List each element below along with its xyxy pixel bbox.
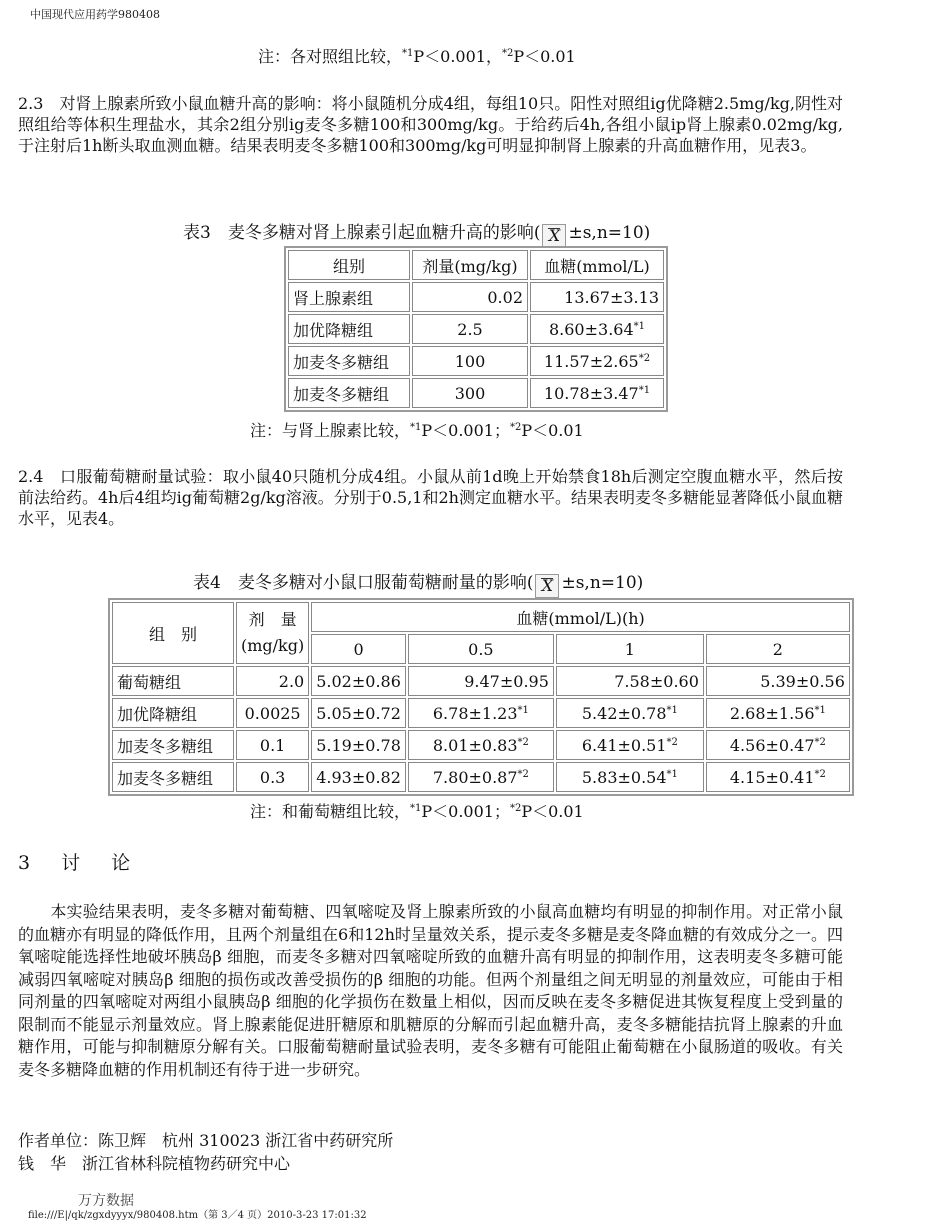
journal-header: 中国现代应用药学980408 — [30, 8, 160, 21]
xbar-symbol: X — [542, 224, 566, 248]
table4-cell — [408, 666, 554, 696]
author-line-2: 钱 华 浙江省林科院植物药研究中心 — [18, 1154, 291, 1173]
table4-cell-dose: 0.0025 — [236, 698, 309, 728]
glucose-value: 7.58±0.60 — [614, 671, 699, 691]
table4-cell — [706, 666, 850, 696]
table3-cell-group: 加优降糖组 — [288, 314, 410, 344]
note-top-p2-text: P＜0.01 — [513, 47, 576, 66]
table4-cell-dose: 2.0 — [236, 666, 309, 696]
table4-cell — [408, 762, 554, 792]
glucose-value: 4.15±0.41 — [729, 767, 815, 787]
significance-mark: *2 — [517, 736, 529, 748]
significance-mark: *2 — [666, 736, 678, 748]
table3-note-p1-text: P＜0.001； — [421, 421, 510, 440]
table3-cell-dose: 300 — [412, 378, 528, 408]
table4-note-p1-mark: *1 — [410, 803, 422, 814]
author-line-1: 作者单位：陈卫辉 杭州 310023 浙江省中药研究所 — [18, 1131, 394, 1150]
table3-note — [250, 418, 584, 441]
table4-cell — [556, 730, 704, 760]
table4-time-2: 2 — [706, 634, 850, 664]
significance-mark: *1 — [633, 320, 646, 332]
table3-cell-glucose — [530, 346, 664, 376]
table4-header-dose-label: 剂 量 — [248, 610, 297, 629]
section-2-3-paragraph: 2.3 对肾上腺素所致小鼠血糖升高的影响：将小鼠随机分成4组，每组10只。阳性对照组ig优降糖2.5mg/kg,阴性对照组给等体积生理盐水，其余2组分别ig麦冬多糖100和300mg/kg。于给药后4h,各组小鼠ip肾上腺素0.02mg/kg,于注射后1h断头取血测血糖。结果表明麦冬多糖100和300mg/kg可明显抑制肾上腺素的升高血糖作用，见表3。 — [18, 94, 843, 155]
table4-cell — [408, 730, 554, 760]
table-header-row — [112, 602, 850, 632]
table3-caption-pre: 表3 麦冬多糖对肾上腺素引起血糖升高的影响( — [183, 223, 541, 243]
table3-cell-group: 肾上腺素组 — [288, 282, 410, 312]
table3-caption-post: ±s,n=10) — [568, 223, 651, 243]
table4-cell-dose: 0.3 — [236, 762, 309, 792]
table3-cell-dose: 100 — [412, 346, 528, 376]
table4-caption — [193, 568, 643, 598]
table4-cell — [311, 762, 406, 792]
table4-cell — [706, 698, 850, 728]
table4-cell — [706, 762, 850, 792]
table3-note-p2-mark: *2 — [509, 422, 522, 433]
table4-header-glucose: 血糖(mmol/L)(h) — [311, 602, 850, 632]
table3-note-text: 注：与肾上腺素比较， — [250, 421, 411, 440]
table-row — [288, 378, 664, 408]
significance-mark: *1 — [814, 704, 826, 716]
table4-cell-group: 葡萄糖组 — [112, 666, 234, 696]
table4-note-p2-text: P＜0.01 — [521, 802, 584, 821]
glucose-value: 9.47±0.95 — [464, 671, 549, 691]
glucose-value: 4.56±0.47 — [729, 735, 815, 755]
table3-cell-glucose — [530, 378, 664, 408]
significance-mark: *1 — [666, 704, 678, 716]
table4-cell — [556, 666, 704, 696]
watermark: 万方数据 — [78, 1193, 134, 1209]
glucose-value: 7.80±0.87 — [432, 767, 518, 787]
note-top-p2-mark: *2 — [501, 48, 514, 59]
significance-mark: *1 — [666, 768, 678, 780]
table3-cell-glucose — [530, 314, 664, 344]
glucose-value: 5.02±0.86 — [316, 671, 401, 691]
discussion-heading: 3 讨 论 — [18, 852, 137, 874]
glucose-value: 8.60±3.64 — [548, 319, 634, 339]
table-row — [288, 282, 664, 312]
table4-note-text: 注：和葡萄糖组比较， — [250, 802, 411, 821]
glucose-value: 2.68±1.56 — [729, 703, 815, 723]
glucose-value: 5.83±0.54 — [581, 767, 667, 787]
table-row — [288, 314, 664, 344]
glucose-value: 5.19±0.78 — [316, 735, 401, 755]
table-header-row — [288, 250, 664, 280]
table-row — [112, 730, 850, 760]
table4-cell-dose: 0.1 — [236, 730, 309, 760]
table3-cell-group: 加麦冬多糖组 — [288, 378, 410, 408]
table4-cell — [311, 698, 406, 728]
table-row — [112, 762, 850, 792]
glucose-value: 8.01±0.83 — [432, 735, 518, 755]
table3-caption — [183, 218, 650, 248]
glucose-value: 10.78±3.47 — [543, 383, 639, 403]
significance-mark: *2 — [638, 352, 651, 364]
table-row — [112, 666, 850, 696]
note-top — [258, 44, 576, 67]
table3-cell-glucose — [530, 282, 664, 312]
table3-header-group: 组别 — [288, 250, 410, 280]
table-row — [112, 698, 850, 728]
table4-cell-group: 加优降糖组 — [112, 698, 234, 728]
footer-url: file:///E|/qk/zgxdyyyx/980408.htm（第 3／4 页）2010-3-23 17:01:32 — [28, 1210, 367, 1221]
discussion-paragraph: 本实验结果表明，麦冬多糖对葡萄糖、四氧嘧啶及肾上腺素所致的小鼠高血糖均有明显的抑制作用。对正常小鼠的血糖亦有明显的降低作用，且两个剂量组在6和12h时呈量效关系，提示麦冬多糖是麦冬降血糖的有效成分之一。四氧嘧啶能选择性地破坏胰岛β 细胞，而麦冬多糖对四氧嘧啶所致的血糖升高有明显的抑制作用，这表明麦冬多糖可能减弱四氧嘧啶对胰岛β 细胞的损伤或改善受损伤的β 细胞的功能。但两个剂量组之间无明显的剂量效应，可能由于相同剂量的四氧嘧啶对两组小鼠胰岛β 细胞的化学损伤在数量上相似，因而反映在麦冬多糖促进其恢复程度上受到量的限制而不能显示剂量效应。肾上腺素能促进肝糖原和肌糖原的分解而引起血糖升高，麦冬多糖能拮抗肾上腺素的升血糖作用，可能与抑制糖原分解有关。口服葡萄糖耐量试验表明，麦冬多糖有可能阻止葡萄糖在小鼠肠道的吸收。有关麦冬多糖降血糖的作用机制还有待于进一步研究。 — [18, 902, 843, 1079]
glucose-value: 13.67±3.13 — [564, 287, 659, 307]
table3 — [284, 246, 668, 412]
significance-mark: *2 — [814, 768, 826, 780]
table4-note-p1-text: P＜0.001； — [421, 802, 510, 821]
note-top-text: 注：各对照组比较， — [258, 47, 403, 66]
table3-note-p1-mark: *1 — [410, 422, 422, 433]
table3-cell-dose: 0.02 — [412, 282, 528, 312]
significance-mark: *1 — [517, 704, 529, 716]
table4-cell — [706, 730, 850, 760]
author-affiliation — [18, 1129, 393, 1175]
table4-cell — [311, 730, 406, 760]
table3-header-glucose: 血糖(mmol/L) — [530, 250, 664, 280]
glucose-value: 11.57±2.65 — [543, 351, 639, 371]
table4 — [108, 598, 854, 796]
note-top-p1-text: P＜0.001， — [413, 47, 502, 66]
xbar-symbol: X — [535, 574, 559, 598]
glucose-value: 5.39±0.56 — [760, 671, 845, 691]
table4-cell — [556, 698, 704, 728]
significance-mark: *1 — [638, 384, 651, 396]
table4-caption-pre: 表4 麦冬多糖对小鼠口服葡萄糖耐量的影响( — [193, 573, 534, 593]
glucose-value: 6.41±0.51 — [581, 735, 667, 755]
table3-cell-group: 加麦冬多糖组 — [288, 346, 410, 376]
table4-cell — [556, 762, 704, 792]
table4-note — [250, 799, 584, 822]
table4-time-0-5: 0.5 — [408, 634, 554, 664]
table4-caption-post: ±s,n=10) — [561, 573, 644, 593]
table4-note-p2-mark: *2 — [509, 803, 522, 814]
table4-cell-group: 加麦冬多糖组 — [112, 730, 234, 760]
section-2-4-paragraph: 2.4 口服葡萄糖耐量试验：取小鼠40只随机分成4组。小鼠从前1d晚上开始禁食18h后测定空腹血糖水平，然后按前法给药。4h后4组均ig葡萄糖2g/kg溶液。分别于0.5,1和2h测定血糖水平。结果表明麦冬多糖能显著降低小鼠血糖水平，见表4。 — [18, 467, 843, 528]
glucose-value: 5.42±0.78 — [581, 703, 667, 723]
table4-cell — [408, 698, 554, 728]
table-row — [288, 346, 664, 376]
significance-mark: *2 — [517, 768, 529, 780]
glucose-value: 5.05±0.72 — [316, 703, 401, 723]
table4-header-dose — [236, 602, 309, 664]
table4-time-1: 1 — [556, 634, 704, 664]
significance-mark: *2 — [814, 736, 826, 748]
glucose-value: 4.93±0.82 — [316, 767, 401, 787]
table3-cell-dose: 2.5 — [412, 314, 528, 344]
table3-header-dose: 剂量(mg/kg) — [412, 250, 528, 280]
table4-cell — [311, 666, 406, 696]
glucose-value: 6.78±1.23 — [432, 703, 518, 723]
table3-note-p2-text: P＜0.01 — [521, 421, 584, 440]
table4-cell-group: 加麦冬多糖组 — [112, 762, 234, 792]
table4-header-group: 组 别 — [112, 602, 234, 664]
table4-header-dose-unit: (mg/kg) — [241, 636, 305, 655]
note-top-p1-mark: *1 — [402, 48, 414, 59]
table4-time-0: 0 — [311, 634, 406, 664]
